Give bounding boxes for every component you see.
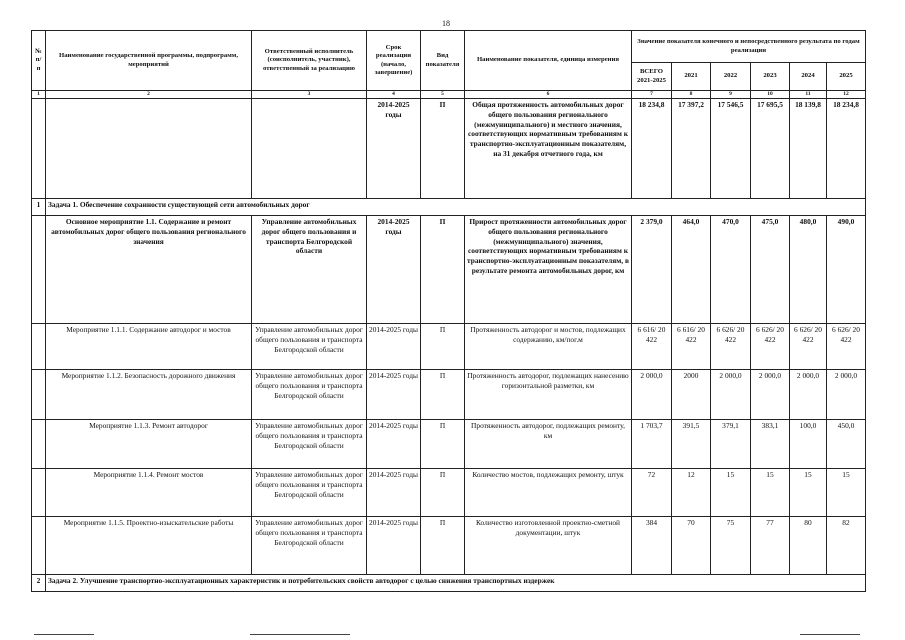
column-number: 3 <box>252 91 367 99</box>
column-number: 1 <box>32 91 46 99</box>
table-row-total <box>32 99 866 199</box>
value-cell: 2 000,0 <box>711 370 751 420</box>
header-year: 2023 <box>751 63 790 91</box>
header-type: Вид показателя <box>421 31 465 91</box>
indicator-cell: Протяженность автодорог и мостов, подлежащих содержанию, км/пог.м <box>465 324 632 370</box>
executor-cell: Управление автомобильных дорог общего пользования и транспорта Белгородской области <box>252 324 367 370</box>
table-row <box>32 324 866 370</box>
value-cell: 384 <box>632 517 672 575</box>
value-cell: 18 234,8 <box>632 99 672 199</box>
indicator-cell: Общая протяженность автомобильных дорог общего пользования регионального (межмуниципального) и местного значения, соответствующих нормативным требованиям к транспортно-эксплуатационным показателям, на 31 декабря отчетного года, км <box>465 99 632 199</box>
type-cell: П <box>421 216 465 324</box>
indicator-cell: Прирост протяженности автомобильных дорог общего пользования регионального (межмуниципального) значения, соответствующих нормативным требованиям к транспортно-эксплуатационным показателям, в результате ремонта автомобильных дорог, км <box>465 216 632 324</box>
indicator-cell: Количество мостов, подлежащих ремонту, штук <box>465 469 632 517</box>
task-row <box>32 199 866 216</box>
value-cell: 15 <box>711 469 751 517</box>
scan-edge-line <box>800 634 860 635</box>
type-cell: П <box>421 517 465 575</box>
measure-name: Мероприятие 1.1.5. Проектно-изыскательские работы <box>46 517 252 575</box>
column-number: 5 <box>421 91 465 99</box>
header-year: 2022 <box>711 63 751 91</box>
program-indicators-table <box>31 30 866 592</box>
executor-cell: Управление автомобильных дорог общего пользования и транспорта Белгородской области <box>252 420 367 469</box>
value-cell: 2000 <box>672 370 711 420</box>
period-cell: 2014-2025 годы <box>367 216 421 324</box>
value-cell: 17 695,5 <box>751 99 790 199</box>
value-cell: 15 <box>790 469 827 517</box>
column-number: 8 <box>672 91 711 99</box>
value-cell: 17 397,2 <box>672 99 711 199</box>
value-cell: 12 <box>672 469 711 517</box>
value-cell: 2 000,0 <box>632 370 672 420</box>
executor-cell: Управление автомобильных дорог общего пользования и транспорта Белгородской области <box>252 370 367 420</box>
value-cell: 470,0 <box>711 216 751 324</box>
value-cell: 15 <box>827 469 866 517</box>
value-cell: 6 626/ 20 422 <box>751 324 790 370</box>
header-values-group: Значение показателя конечного и непосредственного результата по годам реализации <box>632 31 866 63</box>
period-cell: 2014-2025 годы <box>367 99 421 199</box>
value-cell: 6 616/ 20 422 <box>672 324 711 370</box>
header-executor: Ответственный исполнитель (соисполнитель, участник), ответственный за реализацию <box>252 31 367 91</box>
type-cell: П <box>421 324 465 370</box>
task-number: 1 <box>32 199 46 216</box>
column-number: 2 <box>46 91 252 99</box>
period-cell: 2014-2025 годы <box>367 469 421 517</box>
header-indicator: Наименование показателя, единица измерения <box>465 31 632 91</box>
period-cell: 2014-2025 годы <box>367 370 421 420</box>
column-number: 6 <box>465 91 632 99</box>
measure-name: Мероприятие 1.1.2. Безопасность дорожного движения <box>46 370 252 420</box>
value-cell: 2 000,0 <box>751 370 790 420</box>
table-header-row <box>32 31 866 63</box>
header-year-total: ВСЕГО 2021-2025 <box>632 63 672 91</box>
column-number-row <box>32 91 866 99</box>
value-cell: 2 379,0 <box>632 216 672 324</box>
indicator-cell: Протяженность автодорог, подлежащих ремонту, км <box>465 420 632 469</box>
header-num: № п/п <box>32 31 46 91</box>
column-number: 4 <box>367 91 421 99</box>
table-row <box>32 469 866 517</box>
value-cell: 1 703,7 <box>632 420 672 469</box>
value-cell: 100,0 <box>790 420 827 469</box>
value-cell: 391,5 <box>672 420 711 469</box>
value-cell: 18 234,8 <box>827 99 866 199</box>
header-period: Срок реализации (начало, завершение) <box>367 31 421 91</box>
executor-cell: Управление автомобильных дорог общего пользования и транспорта Белгородской области <box>252 517 367 575</box>
value-cell: 15 <box>751 469 790 517</box>
value-cell: 2 000,0 <box>827 370 866 420</box>
scan-edge-line <box>250 634 350 635</box>
value-cell: 2 000,0 <box>790 370 827 420</box>
period-cell: 2014-2025 годы <box>367 517 421 575</box>
type-cell: П <box>421 469 465 517</box>
indicator-cell: Количество изготовленной проектно-сметной документации, штук <box>465 517 632 575</box>
period-cell: 2014-2025 годы <box>367 420 421 469</box>
value-cell: 379,1 <box>711 420 751 469</box>
column-number: 10 <box>751 91 790 99</box>
value-cell: 18 139,8 <box>790 99 827 199</box>
value-cell: 72 <box>632 469 672 517</box>
table-row <box>32 517 866 575</box>
value-cell: 6 616/ 20 422 <box>632 324 672 370</box>
scan-edge-line <box>34 634 94 635</box>
measure-name: Мероприятие 1.1.1. Содержание автодорог и мостов <box>46 324 252 370</box>
task-row <box>32 575 866 592</box>
page-number: 18 <box>442 19 450 28</box>
table-row <box>32 370 866 420</box>
task-title: Задача 2. Улучшение транспортно-эксплуатационных характеристик и потребительских свойств автодорог с целью снижения транспортных издержек <box>46 575 866 592</box>
type-cell: П <box>421 370 465 420</box>
value-cell: 383,1 <box>751 420 790 469</box>
value-cell: 80 <box>790 517 827 575</box>
value-cell: 82 <box>827 517 866 575</box>
executor-cell: Управление автомобильных дорог общего пользования и транспорта Белгородской области <box>252 469 367 517</box>
header-name: Наименование государственной программы, подпрограмм, мероприятий <box>46 31 252 91</box>
value-cell: 6 626/ 20 422 <box>790 324 827 370</box>
value-cell: 6 626/ 20 422 <box>711 324 751 370</box>
value-cell: 450,0 <box>827 420 866 469</box>
executor-cell: Управление автомобильных дорог общего пользования и транспорта Белгородской области <box>252 216 367 324</box>
measure-name: Основное мероприятие 1.1. Содержание и ремонт автомобильных дорог общего пользования регионального значения <box>46 216 252 324</box>
value-cell: 490,0 <box>827 216 866 324</box>
header-year: 2025 <box>827 63 866 91</box>
type-cell: П <box>421 420 465 469</box>
table-row-main-measure <box>32 216 866 324</box>
indicator-cell: Протяженность автодорог, подлежащих нанесению горизонтальной разметки, км <box>465 370 632 420</box>
value-cell: 475,0 <box>751 216 790 324</box>
column-number: 9 <box>711 91 751 99</box>
column-number: 11 <box>790 91 827 99</box>
task-number: 2 <box>32 575 46 592</box>
header-year: 2024 <box>790 63 827 91</box>
value-cell: 6 626/ 20 422 <box>827 324 866 370</box>
value-cell: 75 <box>711 517 751 575</box>
type-cell: П <box>421 99 465 199</box>
column-number: 12 <box>827 91 866 99</box>
value-cell: 17 546,5 <box>711 99 751 199</box>
measure-name: Мероприятие 1.1.3. Ремонт автодорог <box>46 420 252 469</box>
value-cell: 464,0 <box>672 216 711 324</box>
value-cell: 77 <box>751 517 790 575</box>
measure-name: Мероприятие 1.1.4. Ремонт мостов <box>46 469 252 517</box>
header-year: 2021 <box>672 63 711 91</box>
column-number: 7 <box>632 91 672 99</box>
period-cell: 2014-2025 годы <box>367 324 421 370</box>
value-cell: 480,0 <box>790 216 827 324</box>
table-row <box>32 420 866 469</box>
value-cell: 70 <box>672 517 711 575</box>
task-title: Задача 1. Обеспечение сохранности существующей сети автомобильных дорог <box>46 199 866 216</box>
